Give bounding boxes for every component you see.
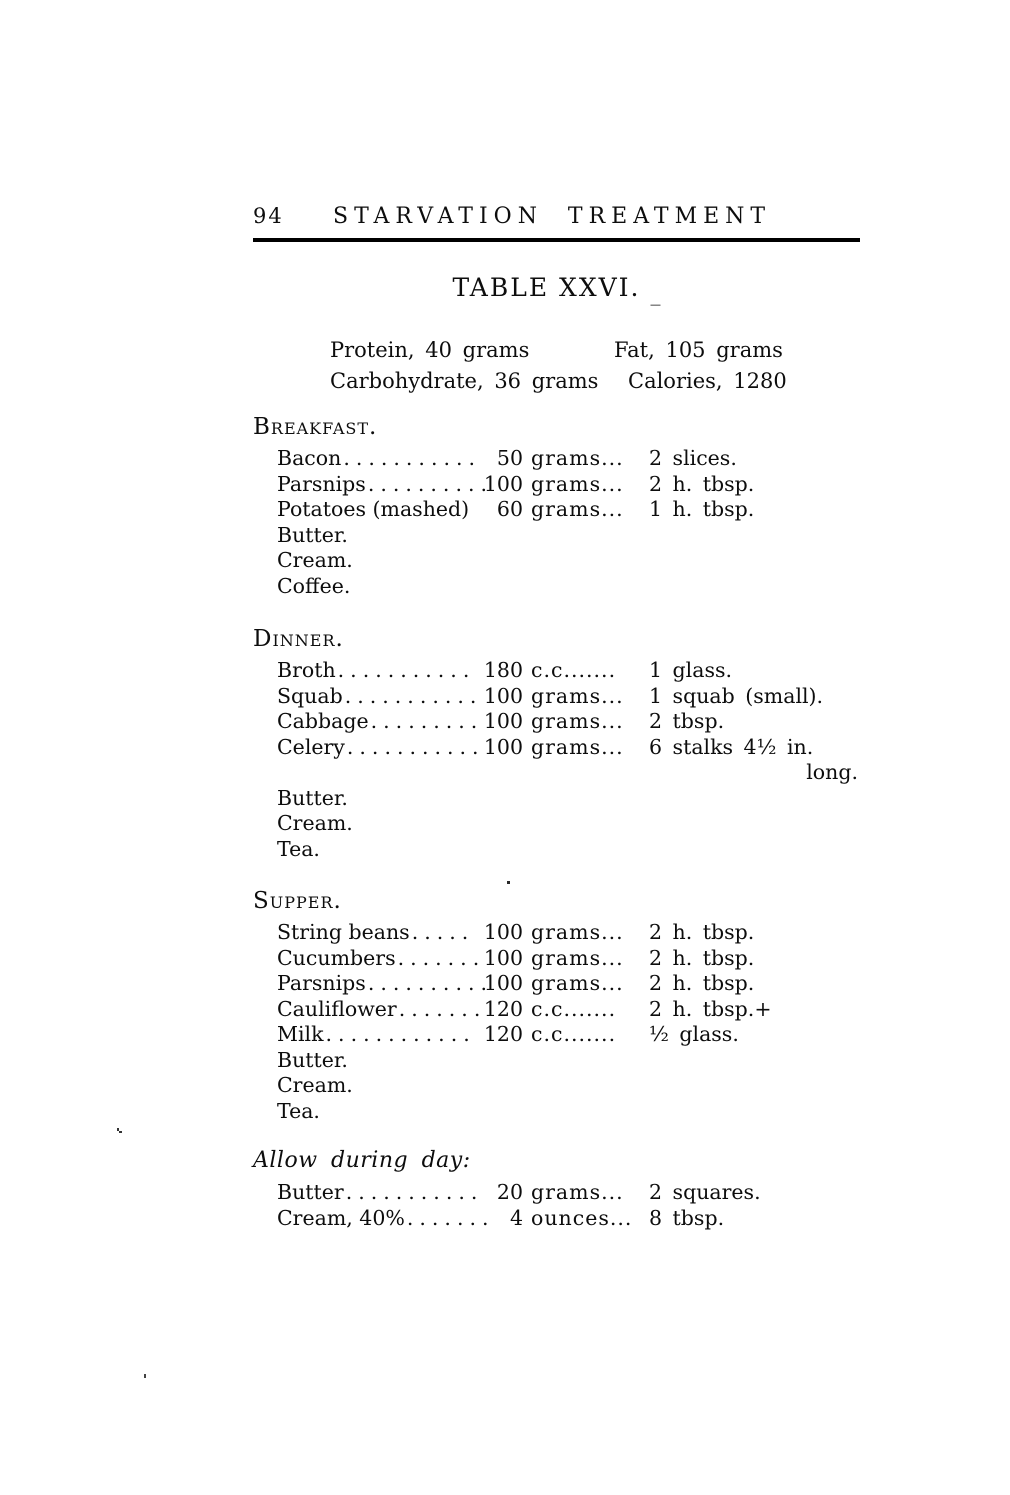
- item-unit: c.c.......: [531, 996, 617, 1021]
- item-unit: [531, 548, 649, 574]
- section-breakfast: [253, 414, 860, 599]
- dot-leader: .......: [406, 1205, 495, 1230]
- item-name-cell: [277, 1099, 483, 1125]
- item-amount: 120: [483, 996, 523, 1021]
- item-quantity: [649, 548, 860, 574]
- item-name-cell: [277, 920, 483, 946]
- item-amount: 120: [483, 1022, 523, 1046]
- item-name: Parsnips: [277, 971, 366, 995]
- item-name-cell: [277, 735, 483, 761]
- item-name: Potatoes (mashed): [277, 497, 470, 521]
- item-unit: grams...: [531, 709, 624, 733]
- running-title: STARVATION TREATMENT: [333, 204, 772, 229]
- item-quantity: 2 h. tbsp.+: [649, 996, 772, 1021]
- nutrition-calories: Calories, 1280: [628, 369, 787, 393]
- item-name: Cream.: [277, 548, 353, 572]
- meal-item-row: [277, 946, 860, 972]
- dot-leader: ...........: [344, 683, 483, 708]
- item-amount: 100: [483, 920, 523, 944]
- item-amount: [483, 523, 531, 549]
- item-amount: [483, 811, 531, 837]
- item-amount: [483, 574, 531, 600]
- item-name: String beans: [277, 920, 410, 944]
- item-quantity: 2 h. tbsp.: [649, 945, 755, 970]
- meal-item-row: [277, 709, 860, 735]
- meal-item-row: [277, 446, 860, 472]
- breakfast-items: [277, 446, 860, 599]
- section-label-breakfast: Breakfast.: [253, 414, 378, 440]
- section-label-supper: Supper.: [253, 888, 342, 914]
- item-name: Broth: [277, 658, 336, 682]
- dot-leader: .......: [398, 996, 487, 1021]
- scan-speck: [117, 1128, 122, 1133]
- item-unit: ounces...: [531, 1205, 633, 1230]
- item-name-cell: [277, 971, 493, 997]
- item-unit: [531, 1048, 649, 1074]
- item-name: Tea.: [277, 836, 320, 861]
- item-quantity: ½ glass.: [649, 1022, 739, 1046]
- item-name-cell: [277, 709, 483, 735]
- section-allow-during-day: [253, 1148, 860, 1231]
- dot-leader: ...........: [346, 734, 485, 759]
- allow-items: [277, 1180, 860, 1231]
- item-unit: c.c.......: [531, 1022, 617, 1046]
- item-unit: [531, 574, 649, 600]
- nutrition-carbohydrate: Carbohydrate, 36 grams: [330, 369, 599, 393]
- meal-item-row: [277, 1048, 860, 1074]
- item-name-cell: [277, 945, 486, 972]
- item-name: Coffee.: [277, 573, 351, 598]
- meal-item-row: [277, 971, 860, 997]
- item-unit: grams...: [531, 471, 624, 496]
- item-unit: grams...: [531, 971, 624, 995]
- meal-item-row: [277, 1099, 860, 1125]
- dot-leader: ...........: [337, 658, 476, 682]
- meal-item-row: [277, 1206, 860, 1232]
- item-name-cell: [277, 658, 483, 684]
- item-quantity: 2 slices.: [649, 446, 737, 470]
- meal-item-row: [277, 1073, 860, 1099]
- item-amount: 50: [496, 446, 523, 470]
- meal-item-row: [277, 574, 860, 600]
- item-name: Cauliflower: [277, 996, 397, 1021]
- nutrition-fat: Fat, 105 grams: [614, 338, 783, 362]
- page-number: 94: [253, 204, 284, 228]
- item-unit: [531, 523, 649, 549]
- item-name: Milk: [277, 1022, 324, 1046]
- item-quantity: 2 h. tbsp.: [649, 971, 755, 995]
- meal-item-continuation: long.: [806, 760, 858, 784]
- item-name: Cabbage: [277, 709, 369, 733]
- item-quantity: 6 stalks 4½ in.: [649, 734, 814, 759]
- item-amount: 20: [496, 1180, 523, 1204]
- meal-item-row: [277, 523, 860, 549]
- nutrition-summary: [330, 335, 860, 397]
- item-amount: 100: [483, 734, 523, 759]
- meal-item-row: [277, 472, 860, 498]
- item-quantity: 2 h. tbsp.: [649, 471, 755, 496]
- print-artifact-mark: _: [650, 282, 661, 306]
- item-amount: 180: [483, 658, 523, 682]
- item-amount: 4: [509, 1205, 523, 1230]
- item-unit: [531, 837, 649, 863]
- dot-leader: ............: [325, 1022, 476, 1046]
- dot-leader: ...........: [345, 1180, 484, 1204]
- meal-item-row: [277, 811, 860, 837]
- item-quantity: [649, 1099, 860, 1125]
- item-name: Celery: [277, 734, 345, 759]
- item-unit: grams...: [531, 734, 624, 759]
- item-amount: [483, 548, 531, 574]
- dinner-items: [277, 658, 860, 862]
- meal-item-row: [277, 837, 860, 863]
- item-amount: [483, 1099, 531, 1125]
- item-name: Cream.: [277, 1073, 353, 1097]
- item-unit: grams...: [531, 920, 624, 944]
- table-title-line: [253, 273, 860, 309]
- running-head: [253, 203, 860, 230]
- item-name-cell: [277, 1048, 483, 1074]
- meal-item-row: [277, 920, 860, 946]
- item-name-cell: [277, 1022, 483, 1048]
- item-quantity: [649, 786, 860, 812]
- dot-leader: .......: [397, 945, 486, 970]
- item-unit: c.c.......: [531, 658, 617, 682]
- meal-item-row: [277, 1022, 860, 1048]
- item-amount: 100: [483, 971, 523, 995]
- item-name: Butter.: [277, 522, 348, 547]
- dot-leader: ...........: [343, 446, 482, 470]
- item-unit: [531, 786, 649, 812]
- item-amount: 60: [496, 497, 523, 521]
- table-title: TABLE XXVI.: [452, 273, 641, 302]
- item-amount: [483, 1073, 531, 1099]
- item-name: Squab: [277, 683, 343, 708]
- item-name-cell: [277, 684, 483, 710]
- page-content: [253, 203, 860, 1231]
- meal-item-row: [277, 548, 860, 574]
- item-amount: [483, 786, 531, 812]
- section-supper: [253, 888, 860, 1124]
- item-amount: [483, 837, 531, 863]
- item-name-cell: [277, 811, 483, 837]
- dot-leader: ..........: [367, 971, 493, 995]
- item-quantity: 8 tbsp.: [649, 1205, 725, 1230]
- section-label-dinner: Dinner.: [253, 626, 344, 652]
- item-unit: grams...: [531, 945, 624, 970]
- item-unit: grams...: [531, 683, 624, 708]
- item-unit: [531, 811, 649, 837]
- section-dinner: [253, 626, 860, 862]
- item-name-cell: [277, 996, 487, 1023]
- item-unit: grams...: [531, 1180, 624, 1204]
- item-name-cell: [277, 548, 483, 574]
- item-quantity: [649, 1048, 860, 1074]
- item-unit: [531, 1073, 649, 1099]
- item-quantity: 1 glass.: [649, 658, 733, 682]
- item-name-cell: [277, 574, 483, 600]
- item-quantity: [649, 1073, 860, 1099]
- scan-speck: [507, 881, 510, 884]
- dot-leader: ..........: [367, 471, 493, 496]
- item-name-cell: [277, 1180, 483, 1206]
- item-name: Butter.: [277, 1047, 348, 1072]
- item-name-cell: [277, 523, 483, 549]
- item-name: Bacon: [277, 446, 342, 470]
- item-name: Cream.: [277, 811, 353, 835]
- item-quantity: [649, 523, 860, 549]
- item-name-cell: [277, 837, 483, 863]
- item-amount: 100: [483, 683, 523, 708]
- header-rule: [253, 238, 860, 242]
- item-amount: 100: [483, 709, 523, 733]
- item-unit: grams...: [531, 497, 624, 521]
- item-quantity: [649, 574, 860, 600]
- meal-item-row: [277, 658, 860, 684]
- item-quantity: [649, 811, 860, 837]
- supper-items: [277, 920, 860, 1124]
- item-unit: [531, 1099, 649, 1125]
- section-label-allow-during-day: Allow during day:: [253, 1148, 471, 1173]
- item-quantity: 1 squab (small).: [649, 683, 824, 708]
- meal-item-row: [277, 684, 860, 710]
- dot-leader: .........: [370, 709, 484, 733]
- item-name-cell: [277, 497, 483, 523]
- item-name-cell: [277, 446, 483, 472]
- item-quantity: 1 h. tbsp.: [649, 497, 755, 521]
- meal-item-row: [277, 735, 860, 761]
- item-name-cell: [277, 471, 493, 498]
- item-name-cell: [277, 1073, 483, 1099]
- item-quantity: 2 tbsp.: [649, 709, 725, 733]
- nutrition-row: [330, 335, 860, 366]
- item-amount: 100: [483, 471, 523, 496]
- item-name: Butter.: [277, 785, 348, 810]
- item-name: Tea.: [277, 1098, 320, 1123]
- item-quantity: 2 h. tbsp.: [649, 920, 755, 944]
- item-name: Cucumbers: [277, 945, 396, 970]
- meal-item-row: [277, 997, 860, 1023]
- nutrition-row: [330, 366, 860, 397]
- item-name: Parsnips: [277, 471, 366, 496]
- item-name: Butter: [277, 1180, 344, 1204]
- nutrition-protein: Protein, 40 grams: [330, 338, 530, 362]
- meal-item-row: [277, 786, 860, 812]
- item-quantity: [649, 837, 860, 863]
- scan-speck: [144, 1374, 146, 1378]
- item-amount: 100: [483, 945, 523, 970]
- item-amount: [483, 1048, 531, 1074]
- dot-leader: .....: [411, 920, 475, 944]
- item-quantity: 2 squares.: [649, 1180, 761, 1204]
- meal-item-row: [277, 497, 860, 523]
- item-name-cell: [277, 1205, 495, 1232]
- item-name: Cream, 40%: [277, 1205, 405, 1230]
- item-name-cell: [277, 786, 483, 812]
- meal-item-row: [277, 1180, 860, 1206]
- item-unit: grams...: [531, 446, 624, 470]
